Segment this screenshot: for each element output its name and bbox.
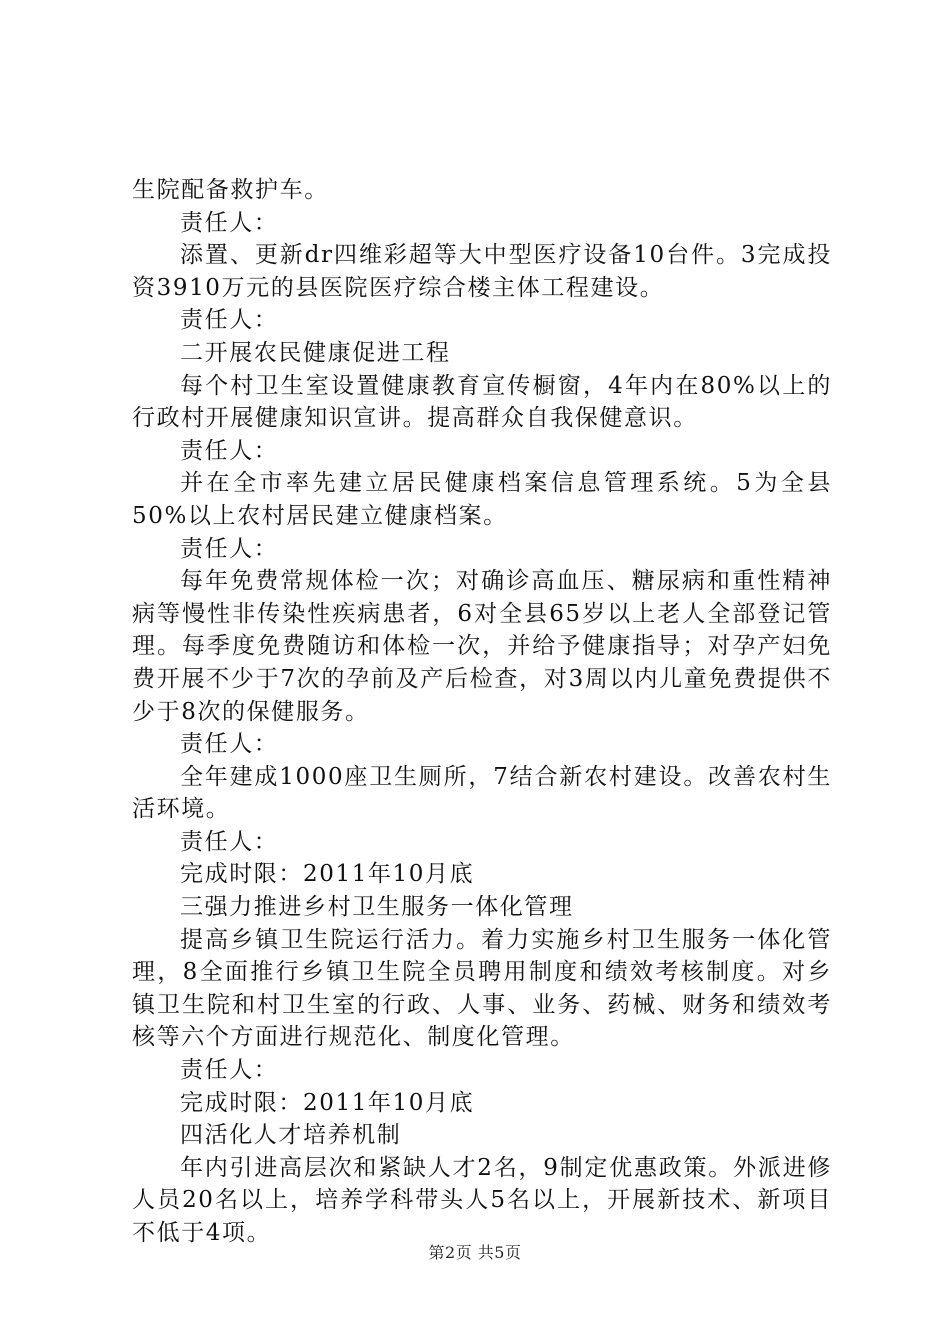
deadline-line: 完成时限：2011年10月底 <box>180 1089 475 1116</box>
paragraph: 年内引进高层次和紧缺人才2名，9制定优惠政策。外派进修人员20名以上，培养学科带头人5名以上，开展新技术、新项目不低于4项。 <box>132 1154 832 1246</box>
section-heading: 四活化人才培养机制 <box>180 1122 402 1149</box>
responsible-person-label: 责任人： <box>180 307 279 334</box>
document-body <box>132 174 832 1250</box>
page-number: 第2页 共5页 <box>428 1243 522 1262</box>
responsible-person-label: 责任人： <box>180 209 279 236</box>
responsible-person-label: 责任人： <box>180 1057 279 1084</box>
responsible-person-label: 责任人： <box>180 828 279 855</box>
paragraph: 每年免费常规体检一次；对确诊高血压、糖尿病和重性精神病等慢性非传染性疾病患者，6对全县65岁以上老人全部登记管理。每季度免费随访和体检一次，并给予健康指导；对孕产妇免费开展不少于7次的孕前及产后检查，对3周以内儿童免费提供不少于8次的保健服务。 <box>132 568 832 725</box>
paragraph: 全年建成1000座卫生厕所，7结合新农村建设。改善农村生活环境。 <box>132 763 832 823</box>
section-heading: 二开展农民健康促进工程 <box>180 339 451 366</box>
section-heading: 三强力推进乡村卫生服务一体化管理 <box>180 894 574 921</box>
paragraph: 生院配备救护车。 <box>132 177 329 203</box>
responsible-person-label: 责任人： <box>180 437 279 464</box>
responsible-person-label: 责任人： <box>180 535 279 562</box>
paragraph: 每个村卫生室设置健康教育宣传橱窗，4年内在80%以上的行政村开展健康知识宣讲。提高群众自我保健意识。 <box>132 372 832 432</box>
responsible-person-label: 责任人： <box>180 731 279 758</box>
paragraph: 并在全市率先建立居民健康档案信息管理系统。5为全县50%以上农村居民建立健康档案。 <box>132 470 832 529</box>
paragraph: 添置、更新dr四维彩超等大中型医疗设备10台件。3完成投资3910万元的县医院医疗综合楼主体工程建设。 <box>132 242 832 301</box>
page-footer <box>0 1240 950 1263</box>
paragraph: 提高乡镇卫生院运行活力。着力实施乡村卫生服务一体化管理，8全面推行乡镇卫生院全员聘用制度和绩效考核制度。对乡镇卫生院和村卫生室的行政、人事、业务、药械、财务和绩效考核等六个方面进行规范化、制度化管理。 <box>132 926 832 1051</box>
deadline-line: 完成时限：2011年10月底 <box>180 861 475 888</box>
